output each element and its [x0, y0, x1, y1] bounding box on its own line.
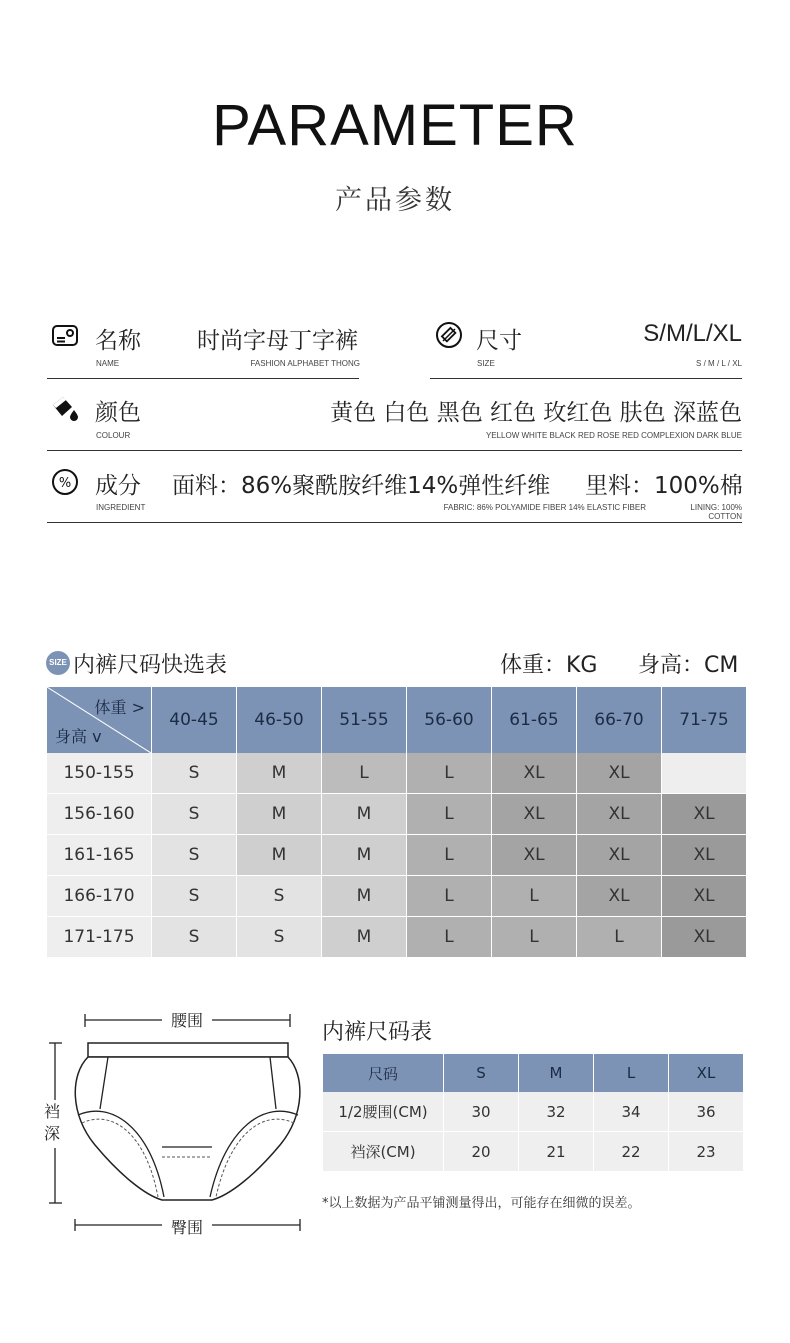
size-cell: XL — [662, 835, 747, 876]
measure-cell: 34 — [594, 1092, 669, 1132]
measure-cell: 21 — [519, 1132, 594, 1172]
size-cell: XL — [662, 794, 747, 835]
size-cell: S — [152, 753, 237, 794]
name-label: 名称 — [95, 328, 141, 354]
table-corner — [47, 687, 152, 753]
weight-unit: 体重：KG — [500, 653, 598, 678]
size-cell: L — [322, 753, 407, 794]
fabric-value-en: FABRIC: 86% POLYAMIDE FIBER 14% ELASTIC FIBER — [443, 503, 646, 512]
size-cell: S — [152, 794, 237, 835]
size-cell: L — [492, 876, 577, 917]
size-cell: M — [322, 835, 407, 876]
measure-cell: 30 — [444, 1092, 519, 1132]
measurement-note: *以上数据为产品平铺测量得出，可能存在细微的误差。 — [322, 1196, 641, 1211]
measure-header: M — [519, 1054, 594, 1092]
measure-cell: 裆深(CM) — [323, 1132, 444, 1172]
size-cell: L — [407, 794, 492, 835]
divider — [47, 378, 359, 379]
divider — [47, 522, 742, 523]
size-cell: M — [237, 835, 322, 876]
weight-header: 40-45 — [152, 687, 237, 753]
ingredient-label: 成分 — [95, 473, 141, 499]
fabric-value: 面料：86%聚酰胺纤维14%弹性纤维 — [172, 473, 551, 499]
lining-value-en: LINING: 100% COTTON — [690, 503, 742, 521]
size-value: S/M/L/XL — [643, 320, 742, 347]
size-quick-table — [47, 687, 747, 958]
size-cell: M — [322, 876, 407, 917]
hip-label: 臀围 — [170, 1218, 203, 1237]
size-cell: S — [152, 876, 237, 917]
divider — [47, 450, 742, 451]
colour-value: 黄色 白色 黑色 红色 玫红色 肤色 深蓝色 — [330, 400, 742, 426]
size-cell: L — [407, 753, 492, 794]
table-row — [47, 876, 747, 917]
table-row — [47, 753, 747, 794]
size-cell: L — [407, 876, 492, 917]
size-cell: M — [237, 794, 322, 835]
colour-label-en: COLOUR — [96, 431, 131, 440]
size-cell: XL — [577, 835, 662, 876]
weight-header: 71-75 — [662, 687, 747, 753]
percent-circle-icon — [51, 468, 79, 496]
size-cell: M — [322, 917, 407, 958]
table-row — [47, 835, 747, 876]
weight-header: 56-60 — [407, 687, 492, 753]
size-cell: XL — [492, 753, 577, 794]
name-value-en: FASHION ALPHABET THONG — [250, 359, 360, 368]
height-cell: 150-155 — [47, 753, 152, 794]
size-cell: L — [577, 917, 662, 958]
size-chart-title: 内裤尺码快选表 — [73, 653, 228, 678]
height-cell: 156-160 — [47, 794, 152, 835]
measure-table — [323, 1054, 744, 1172]
size-value-en: S / M / L / XL — [696, 359, 742, 368]
colour-value-en: YELLOW WHITE BLACK RED ROSE RED COMPLEXION DARK BLUE — [485, 431, 742, 440]
measure-cell: 20 — [444, 1132, 519, 1172]
tag-card-icon — [51, 322, 79, 350]
height-unit: 身高：CM — [638, 653, 739, 678]
weight-header: 66-70 — [577, 687, 662, 753]
size-cell: XL — [492, 794, 577, 835]
table-row — [47, 794, 747, 835]
measure-header: L — [594, 1054, 669, 1092]
height-cell: 161-165 — [47, 835, 152, 876]
size-cell: S — [152, 917, 237, 958]
size-label-en: SIZE — [477, 359, 495, 368]
underwear-diagram — [40, 1005, 310, 1237]
svg-text:%: % — [58, 476, 72, 491]
size-cell: XL — [577, 876, 662, 917]
size-cell: L — [407, 917, 492, 958]
divider — [430, 378, 742, 379]
size-cell — [662, 753, 747, 794]
weight-header: 51-55 — [322, 687, 407, 753]
measure-cell: 23 — [669, 1132, 744, 1172]
size-badge-icon: SIZE — [46, 651, 70, 675]
weight-header: 61-65 — [492, 687, 577, 753]
lining-value: 里料：100%棉 — [585, 473, 743, 499]
page-title: PARAMETER — [212, 93, 578, 158]
size-cell: M — [237, 753, 322, 794]
size-cell: XL — [577, 794, 662, 835]
measure-header: S — [444, 1054, 519, 1092]
table-row — [323, 1092, 744, 1132]
measure-header: XL — [669, 1054, 744, 1092]
size-cell: XL — [577, 753, 662, 794]
colour-label: 颜色 — [95, 400, 141, 426]
measure-cell: 36 — [669, 1092, 744, 1132]
paint-bucket-icon — [50, 394, 78, 422]
corner-weight-label: 体重 > — [94, 698, 145, 717]
page-subtitle: 产品参数 — [335, 185, 455, 216]
size-cell: L — [492, 917, 577, 958]
table-row — [47, 917, 747, 958]
measure-cell: 1/2腰围(CM) — [323, 1092, 444, 1132]
size-cell: XL — [662, 876, 747, 917]
height-cell: 166-170 — [47, 876, 152, 917]
measure-table-title: 内裤尺码表 — [322, 1020, 433, 1045]
size-cell: L — [407, 835, 492, 876]
rise-label: 裆深 — [44, 1102, 61, 1143]
measure-header: 尺码 — [323, 1054, 444, 1092]
measure-cell: 22 — [594, 1132, 669, 1172]
ingredient-label-en: INGREDIENT — [96, 503, 146, 512]
size-cell: S — [237, 917, 322, 958]
name-value: 时尚字母丁字裤 — [197, 328, 358, 354]
size-cell: S — [152, 835, 237, 876]
name-label-en: NAME — [96, 359, 120, 368]
size-cell: XL — [662, 917, 747, 958]
size-label: 尺寸 — [476, 328, 522, 354]
measure-cell: 32 — [519, 1092, 594, 1132]
height-cell: 171-175 — [47, 917, 152, 958]
weight-header: 46-50 — [237, 687, 322, 753]
corner-height-label: 身高 v — [55, 727, 102, 746]
waist-label: 腰围 — [170, 1011, 203, 1030]
table-row — [323, 1132, 744, 1172]
ruler-circle-icon — [435, 321, 463, 349]
size-cell: S — [237, 876, 322, 917]
size-cell: M — [322, 794, 407, 835]
size-cell: XL — [492, 835, 577, 876]
